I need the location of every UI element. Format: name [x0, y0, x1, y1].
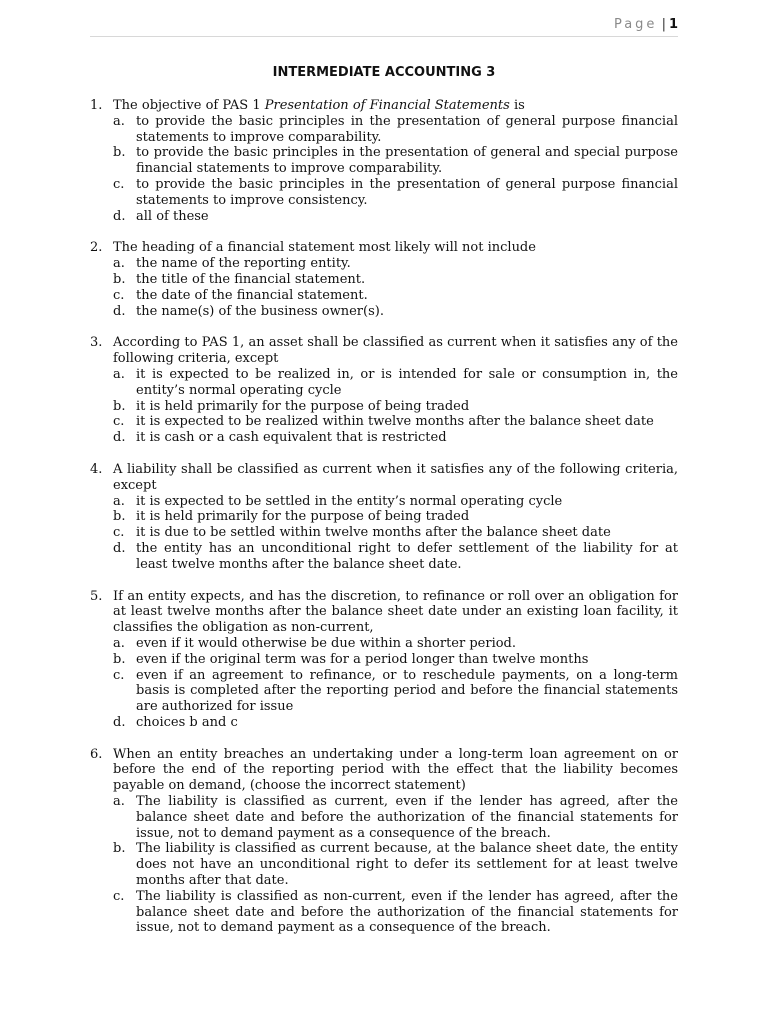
choice-text: it is cash or a cash equivalent that is restricted: [136, 430, 447, 446]
choice-text: the title of the financial statement.: [136, 271, 366, 287]
choice-item: [113, 430, 678, 446]
choice-text: even if the original term was for a period longer than twelve months: [136, 651, 589, 667]
choice-item: [113, 715, 678, 731]
choice-item: [113, 636, 678, 652]
choice-text: it is held primarily for the purpose of being traded: [136, 509, 470, 525]
choice-text: the entity has an unconditional right to defer settlement of the liability for at least twelve months after the balance sheet date.: [136, 540, 678, 572]
choice-item: [113, 889, 678, 936]
question-list: [90, 98, 678, 952]
choice-letter: b.: [113, 509, 126, 525]
choice-letter: b.: [113, 271, 126, 287]
choice-text: choices b and c: [136, 714, 238, 730]
choice-text: even if it would otherwise be due within a shorter period.: [136, 635, 517, 651]
choice-letter: b.: [113, 145, 126, 161]
choice-list: [113, 636, 678, 731]
choice-item: [113, 367, 678, 399]
choice-list: [113, 794, 678, 936]
question-5: [90, 589, 678, 731]
choice-letter: d.: [113, 303, 126, 319]
choice-item: [113, 652, 678, 668]
choice-item: [113, 114, 678, 146]
choice-letter: c.: [113, 414, 125, 430]
choice-item: [113, 304, 678, 320]
choice-item: [113, 272, 678, 288]
choice-letter: a.: [113, 366, 125, 382]
question-6: [90, 747, 678, 937]
choice-item: [113, 494, 678, 510]
choice-item: [113, 414, 678, 430]
choice-letter: c.: [113, 888, 125, 904]
choice-letter: a.: [113, 256, 125, 272]
question-stem: A liability shall be classified as current when it satisfies any of the following criteria, except: [113, 461, 678, 493]
choice-item: [113, 145, 678, 177]
choice-text: even if an agreement to refinance, or to reschedule payments, on a long-term basis is completed after the reporting period and before the financial statements are authorized for issue: [136, 667, 678, 715]
choice-letter: c.: [113, 667, 125, 683]
choice-letter: a.: [113, 635, 125, 651]
choice-letter: d.: [113, 714, 126, 730]
standard-title: Presentation of Financial Statements: [264, 98, 510, 113]
choice-text: to provide the basic principles in the presentation of general and special purpose financial statements to improve comparability.: [136, 145, 678, 177]
choice-letter: b.: [113, 651, 126, 667]
choice-text: all of these: [136, 208, 209, 224]
choice-text: to provide the basic principles in the presentation of general purpose financial statements to improve comparability.: [136, 113, 678, 145]
question-number: 5.: [90, 588, 103, 604]
choice-text: the date of the financial statement.: [136, 287, 368, 303]
page-header: [90, 17, 678, 37]
choice-list: [113, 367, 678, 446]
question-stem: If an entity expects, and has the discretion, to refinance or roll over an obligation for at least twelve months after the balance sheet date under an existing loan facility, it classifies the obligation as non-current,: [113, 588, 678, 636]
question-stem: When an entity breaches an undertaking under a long-term loan agreement on or before the end of the reporting period with the effect that the liability becomes payable on demand, (choose the incorrect statement): [113, 746, 678, 794]
question-number: 2.: [90, 240, 103, 256]
question-stem: According to PAS 1, an asset shall be classified as current when it satisfies any of the following criteria, except: [113, 335, 678, 367]
choice-text: the name of the reporting entity.: [136, 256, 351, 272]
choice-item: [113, 541, 678, 573]
choice-letter: a.: [113, 794, 125, 810]
choice-item: [113, 177, 678, 209]
choice-letter: b.: [113, 841, 126, 857]
question-number: 6.: [90, 746, 103, 762]
question-number: 3.: [90, 335, 103, 351]
choice-item: [113, 525, 678, 541]
choice-text: it is due to be settled within twelve months after the balance sheet date: [136, 525, 611, 541]
choice-text: The liability is classified as current, even if the lender has agreed, after the balance sheet date and before the authorization of the financial statements for issue, not to demand payment as a consequence of the breach.: [136, 794, 678, 841]
choice-text: The liability is classified as non-current, even if the lender has agreed, after the balance sheet date and before the authorization of the financial statements for issue, not to demand payment as a consequence of the breach.: [136, 888, 678, 936]
page-separator: |: [661, 17, 666, 32]
question-number: 4.: [90, 461, 103, 477]
choice-list: [113, 256, 678, 319]
choice-item: [113, 668, 678, 715]
question-4: [90, 462, 678, 573]
choice-letter: c.: [113, 525, 125, 541]
choice-letter: a.: [113, 493, 125, 509]
question-number: 1.: [90, 98, 103, 113]
question-2: [90, 240, 678, 319]
question-3: [90, 335, 678, 446]
choice-item: [113, 209, 678, 225]
choice-text: it is expected to be realized within twelve months after the balance sheet date: [136, 414, 654, 430]
choice-text: to provide the basic principles in the presentation of general purpose financial statements to improve consistency.: [136, 176, 678, 208]
choice-item: [113, 256, 678, 272]
choice-list: [113, 494, 678, 573]
choice-letter: a.: [113, 113, 125, 129]
choice-list: [113, 114, 678, 225]
choice-letter: c.: [113, 287, 125, 303]
choice-letter: d.: [113, 208, 126, 224]
choice-item: [113, 794, 678, 841]
page-number: 1: [668, 17, 678, 32]
question-stem: The objective of PAS 1 Presentation of Financial Statements is: [113, 98, 525, 113]
choice-item: [113, 399, 678, 415]
choice-letter: b.: [113, 398, 126, 414]
choice-text: it is held primarily for the purpose of being traded: [136, 398, 470, 414]
question-1: [90, 98, 678, 224]
choice-letter: c.: [113, 176, 125, 192]
choice-text: The liability is classified as current because, at the balance sheet date, the entity does not have an unconditional right to defer its settlement for at least twelve months after that date.: [136, 841, 678, 889]
choice-item: [113, 841, 678, 888]
choice-letter: d.: [113, 430, 126, 446]
choice-item: [113, 509, 678, 525]
choice-letter: d.: [113, 540, 126, 556]
page-label: Page: [613, 17, 658, 32]
document-title: INTERMEDIATE ACCOUNTING 3: [272, 65, 496, 80]
choice-text: it is expected to be realized in, or is intended for sale or consumption in, the entity’s normal operating cycle: [136, 366, 678, 398]
choice-text: it is expected to be settled in the entity’s normal operating cycle: [136, 493, 563, 509]
question-stem: The heading of a financial statement most likely will not include: [113, 240, 536, 256]
choice-item: [113, 288, 678, 304]
choice-text: the name(s) of the business owner(s).: [136, 303, 384, 319]
